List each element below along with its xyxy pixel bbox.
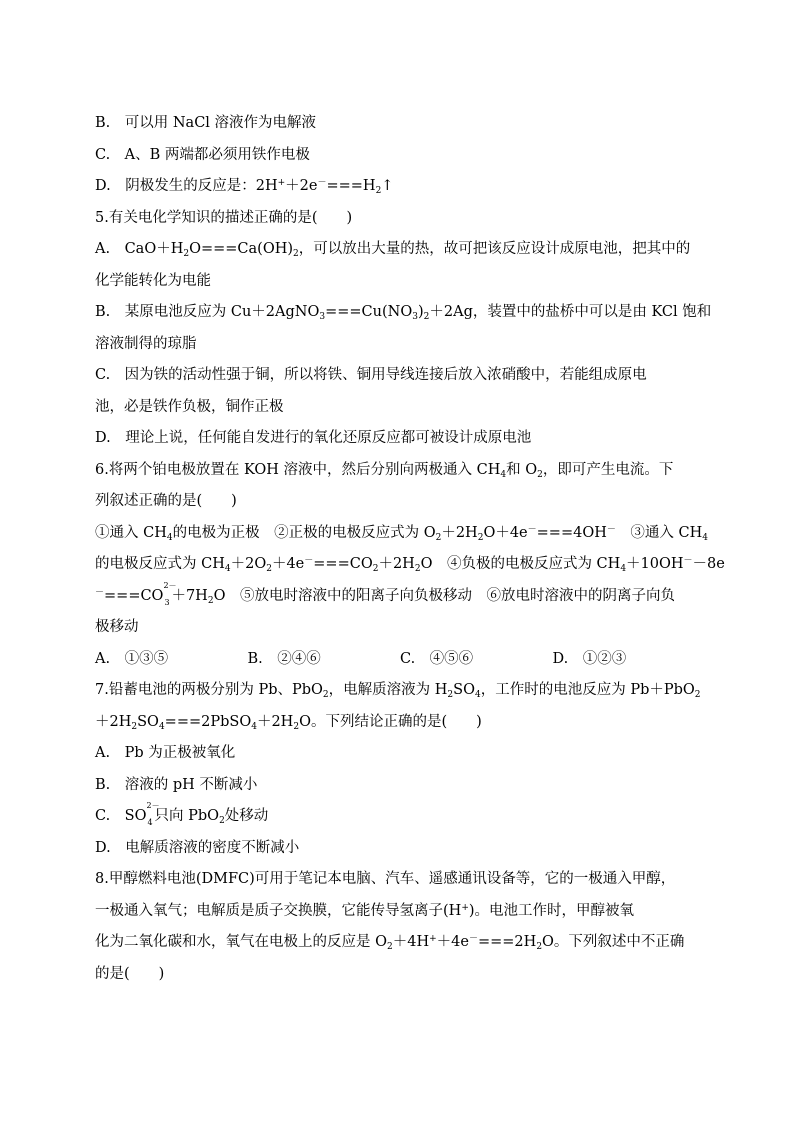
q6-option-a: A. ①③⑤	[95, 650, 169, 667]
q6-statements-2: 的电极反应式为 $CH_4+2O_2+4e^-===CO_2+2H_2O$ ④负极的电极反应式为 $CH_4+10OH^--8e$	[95, 556, 725, 574]
q7-option-a: A. Pb 为正极被氧化	[95, 745, 236, 761]
question-7-stem-cont: $+2H_2SO_4===2PbSO_4+2H_2O$。下列结论正确的是( )	[95, 713, 482, 732]
q6-options	[95, 648, 705, 670]
q5-option-a-cont: 化学能转化为电能	[95, 272, 211, 289]
question-6-stem: 6.将两个铂电极放置在 KOH 溶液中，然后分别向两极通入 $CH_4$和 $O_2$，即可产生电流。下	[95, 461, 674, 480]
q6-option-b: B. ②④⑥	[247, 650, 321, 667]
q5-option-b: B. 某原电池反应为 $Cu+2AgNO_3===Cu(NO_3)_2+2Ag$，装置中的盐桥中可以是由 KCl 饱和	[95, 304, 712, 322]
q4-option-c: C. A、B 两端都必须用铁作电极	[95, 146, 310, 163]
q6-option-d: D. ①②③	[552, 650, 627, 667]
q6-statements-3: －===CO 2－ 3 $+7H_2O$ ⑤放电时溶液中的阳离子向负极移动 ⑥放电时溶液中的阴离子向负	[95, 580, 675, 607]
q7-option-c: C. SO 2－ 4 只向 PbO$_2$处移动	[95, 801, 269, 827]
question-8-stem-3: 化为二氧化碳和水，氧气在电极上的反应是 $O_2+4H^++4e^-===2H_2O$。下列叙述中不正确	[95, 934, 685, 952]
q5-option-c-cont: 池，必是铁作负极，铜作正极	[95, 398, 284, 415]
question-6-stem-cont: 列叙述正确的是( )	[95, 493, 237, 509]
question-8-stem-4: 的是( )	[95, 965, 165, 982]
question-5-stem: 5.有关电化学知识的描述正确的是( )	[95, 209, 353, 226]
q6-statements-4: 极移动	[95, 619, 139, 635]
q5-option-d: D. 理论上说，任何能自发进行的氧化还原反应都可被设计成原电池	[95, 430, 532, 446]
q5-option-b-cont: 溶液制得的琼脂	[95, 335, 197, 352]
q4-option-d: D. 阴极发生的反应是：$2H^++2e^-===H_2↑$	[95, 178, 394, 196]
document-page	[95, 112, 725, 985]
question-8-stem-2: 一极通入氧气；电解质是质子交换膜，它能传导氢离子(H+)。电池工作时，甲醇被氧	[95, 902, 635, 919]
q5-option-a: A. $CaO+H_2O===Ca(OH)_2$，可以放出大量的热，故可把该反应设计成原电池，把其中的	[95, 241, 691, 259]
q4-option-b: B. 可以用 NaCl 溶液作为电解液	[95, 115, 317, 131]
question-8-stem-1: 8.甲醇燃料电池(DMFC)可用于笔记本电脑、汽车、遥感通讯设备等，它的一极通入甲醇，	[95, 871, 676, 887]
q6-statements-1: ①通入 $CH_4$的电极为正极 ②正极的电极反应式为 $O_2+2H_2O+4e^-===4OH^-$ ③通入 $CH_4$	[95, 524, 708, 543]
q7-option-d: D. 电解质溶液的密度不断减小	[95, 839, 300, 856]
q6-option-c: C. ④⑤⑥	[400, 650, 474, 667]
q7-option-b: B. 溶液的 pH 不断减小	[95, 776, 258, 793]
question-7-stem: 7.铅蓄电池的两极分别为 Pb、PbO$_2$，电解质溶液为 $H_2SO_4$，工作时的电池反应为 Pb＋PbO$_2$	[95, 682, 701, 700]
q5-option-c: C. 因为铁的活动性强于铜，所以将铁、铜用导线连接后放入浓硝酸中，若能组成原电	[95, 367, 647, 383]
